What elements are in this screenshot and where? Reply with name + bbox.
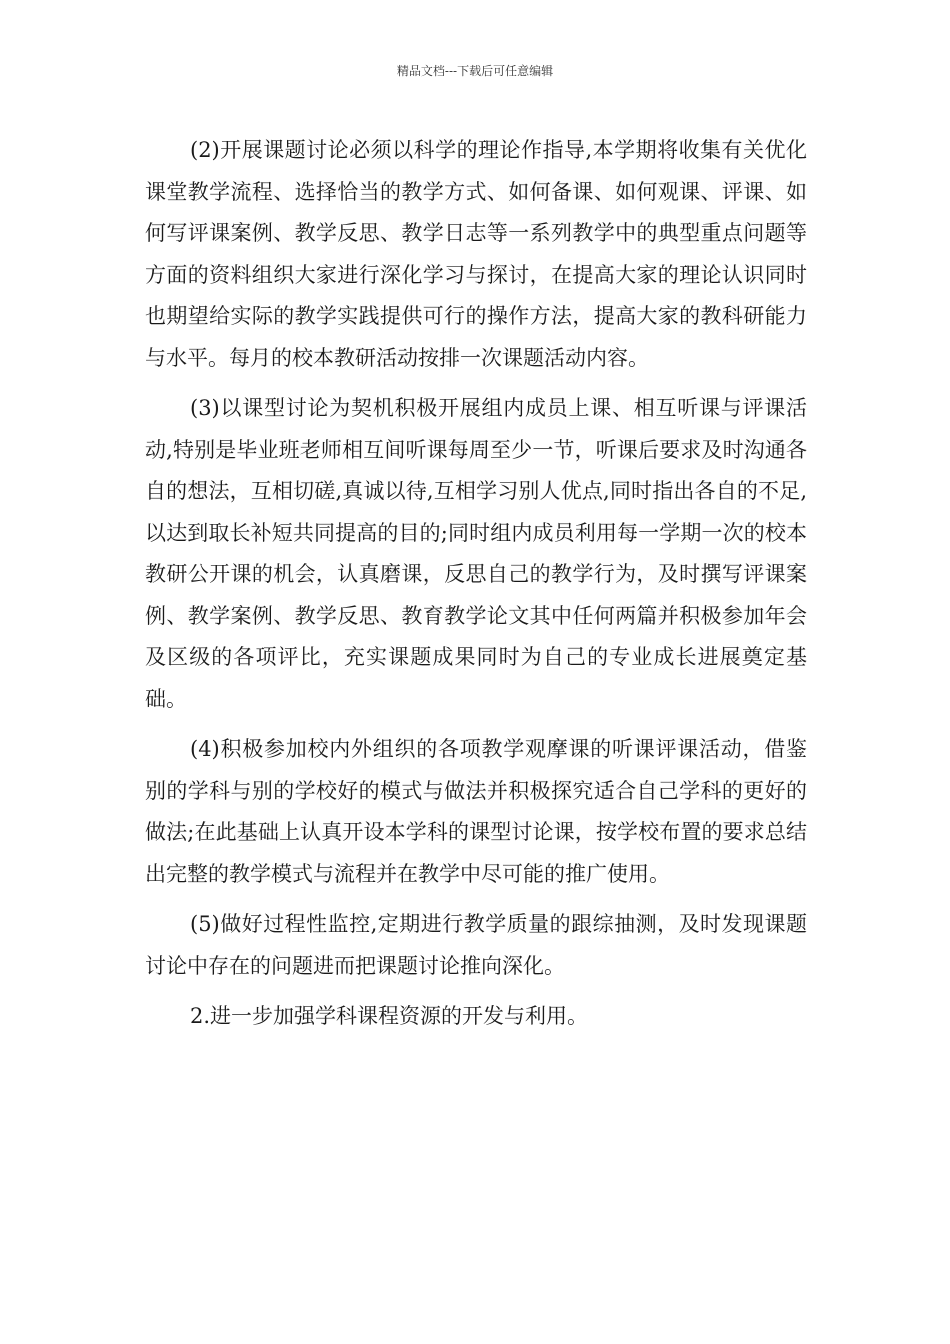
document-body	[145, 130, 807, 1047]
section-heading-2: 2.进一步加强学科课程资源的开发与利用。	[190, 1004, 589, 1028]
paragraph-2: (2)开展课题讨论必须以科学的理论作指导,本学期将收集有关优化课堂教学流程、选择恰当的教学方式、如何备课、如何观课、评课、如何写评课案例、教学反思、教学日志等一系列教学中的典型重点问题等方面的资料组织大家进行深化学习与探讨，在提高大家的理论认识同时也期望给实际的教学实践提供可行的操作方法，提高大家的教科研能力与水平。每月的校本教研活动按排一次课题活动内容。	[145, 138, 807, 370]
paragraph-3: (3)以课型讨论为契机积极开展组内成员上课、相互听课与评课活动,特别是毕业班老师相互间听课每周至少一节，听课后要求及时沟通各自的想法，互相切磋,真诚以待,互相学习别人优点,同时指出各自的不足,以达到取长补短共同提高的目的;同时组内成员利用每一学期一次的校本教研公开课的机会，认真磨课，反思自己的教学行为，及时撰写评课案例、教学案例、教学反思、教育教学论文其中任何两篇并积极参加年会及区级的各项评比，充实课题成果同时为自己的专业成长进展奠定基础。	[145, 396, 807, 711]
paragraph-5: (5)做好过程性监控,定期进行教学质量的跟综抽测，及时发现课题讨论中存在的问题进而把课题讨论推向深化。	[145, 912, 807, 978]
paragraph-4: (4)积极参加校内外组织的各项教学观摩课的听课评课活动，借鉴别的学科与别的学校好的模式与做法并积极探究适合自己学科的更好的做法;在此基础上认真开设本学科的课型讨论课，按学校布置的要求总结出完整的教学模式与流程并在教学中尽可能的推广使用。	[145, 737, 807, 886]
page-header: 精品文档---下载后可任意编辑	[396, 64, 554, 78]
